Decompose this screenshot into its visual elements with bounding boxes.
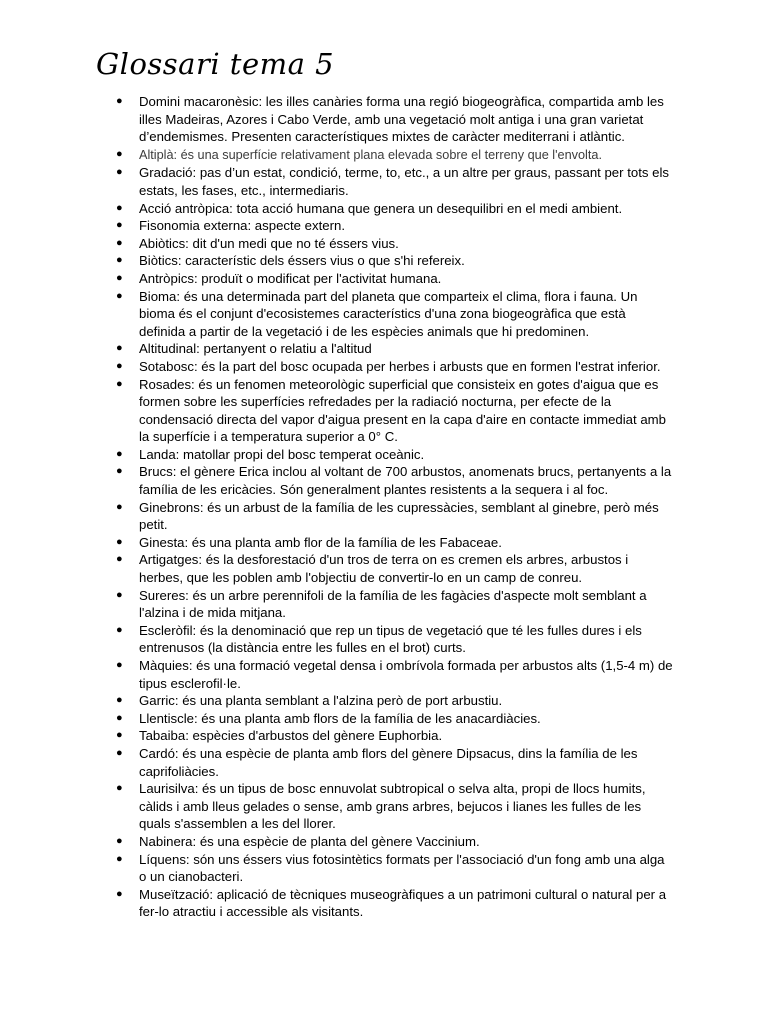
glossary-entry-text: Artigatges: és la desforestació d'un tros de terra on es cremen els arbres, arbustos i herbes, que les poblen amb l'objectiu de convertir-lo en un camp de conreu. — [139, 552, 629, 586]
glossary-entry-text: Màquies: és una formació vegetal densa i ombrívola formada per arbustos alts (1,5-4 m) de tipus esclerofil·le. — [139, 658, 673, 691]
glossary-entry-text: Museïtzació: aplicació de tècniques museogràfiques a un patrimoni cultural o natural per a fer-lo atractiu i accessible als visitants. — [139, 886, 667, 920]
document-title: Glossari tema 5 — [96, 47, 335, 81]
glossary-entry-text: Garric: és una planta semblant a l'alzina però de port arbustiu. — [139, 693, 503, 709]
bullet-icon: ● — [116, 359, 123, 372]
glossary-entry-21 — [116, 710, 675, 728]
glossary-entry-10 — [116, 358, 675, 376]
glossary-entry-text: Tabaiba: espècies d'arbustos del gènere Euphorbia. — [139, 728, 443, 744]
glossary-entry-22 — [116, 727, 675, 745]
bullet-icon: ● — [116, 535, 123, 548]
bullet-icon: ● — [116, 782, 123, 795]
glossary-entry-text: Rosades: és un fenomen meteorològic superficial que consisteix en gotes d'aigua que es formen sobre les superfícies refredades per la radiació nocturna, per efecte de la condensació directa del vapor d'aigua present en la capa d'aire en contacte immediat amb la superfície i a temperatura superior a 0° C. — [139, 376, 666, 445]
bullet-icon: ● — [116, 271, 123, 284]
glossary-entry-text: Sotabosc: és la part del bosc ocupada per herbes i arbusts que en formen l'estrat inferior. — [139, 358, 661, 374]
glossary-entry-text: Sureres: és un arbre perennifoli de la família de les fagàcies d'aspecte molt semblant a l'alzina i de mida mitjana. — [139, 587, 647, 621]
glossary-entry-text: Llentiscle: és una planta amb flors de la família de les anacardiàcies. — [139, 710, 541, 726]
glossary-entry-12 — [116, 446, 675, 464]
glossary-entry-27 — [116, 886, 675, 921]
glossary-entry-text: Antròpics: produït o modificat per l'activitat humana. — [139, 270, 442, 286]
glossary-entry-23 — [116, 745, 675, 780]
bullet-icon: ● — [116, 166, 123, 179]
glossary-entry-text: Altiplà: és una superfície relativament plana elevada sobre el terreny que l'envolta. — [139, 147, 602, 162]
bullet-icon: ● — [116, 887, 123, 900]
bullet-icon: ● — [116, 342, 123, 355]
glossary-entry-18 — [116, 622, 675, 657]
glossary-entry-11 — [116, 376, 675, 446]
bullet-icon: ● — [116, 254, 123, 267]
bullet-icon: ● — [116, 289, 123, 302]
glossary-entry-20 — [116, 692, 675, 710]
bullet-icon: ● — [116, 746, 123, 759]
glossary-entry-13 — [116, 463, 675, 498]
glossary-entry-text: Líquens: són uns éssers vius fotosintètics formats per l'associació d'un fong amb una alga o un cianobacteri. — [139, 851, 665, 885]
bullet-icon: ● — [116, 219, 123, 232]
glossary-entry-text: Landa: matollar propi del bosc temperat oceànic. — [139, 446, 425, 462]
glossary-entry-25 — [116, 833, 675, 851]
bullet-icon: ● — [116, 465, 123, 478]
bullet-icon: ● — [116, 852, 123, 865]
bullet-icon: ● — [116, 236, 123, 249]
glossary-entry-19 — [116, 657, 675, 692]
glossary-entry-2 — [116, 164, 675, 199]
bullet-icon: ● — [116, 834, 123, 847]
glossary-entry-8 — [116, 288, 675, 341]
glossary-entry-15 — [116, 534, 675, 552]
bullet-icon: ● — [116, 447, 123, 460]
glossary-entry-text: Laurisilva: és un tipus de bosc ennuvolat subtropical o selva alta, propi de llocs humits, càlids i amb lleus gelades o sense, amb grans arbres, bejucos i lianes les fulles de les quals s'assemblen a les del llorer. — [139, 781, 646, 832]
glossary-entry-24 — [116, 780, 675, 833]
bullet-icon: ● — [116, 553, 123, 566]
glossary-entry-text: Biòtics: característic dels éssers vius o que s'hi refereix. — [139, 253, 465, 269]
glossary-entry-6 — [116, 252, 675, 270]
glossary-entry-text: Domini macaronèsic: les illes canàries forma una regió biogeogràfica, compartida amb les illes Madeiras, Azores i Cabo Verde, amb una vegetació molt antiga i una gran varietat d’endemismes. Presenten característiques mixtes de caràcter mediterrani i atlàntic. — [139, 94, 664, 145]
glossary-entry-text: Brucs: el gènere Erica inclou al voltant de 700 arbustos, anomenats brucs, pertanyents a la família de les ericàcies. Són generalment plantes resistents a la sequera i al foc. — [139, 464, 672, 498]
glossary-entry-0 — [116, 93, 675, 146]
bullet-icon: ● — [116, 201, 123, 214]
bullet-icon: ● — [116, 147, 123, 160]
bullet-icon: ● — [116, 500, 123, 513]
bullet-icon: ● — [116, 588, 123, 601]
glossary-entry-text: Ginebrons: és un arbust de la família de les cupressàcies, semblant al ginebre, però més petit. — [139, 499, 659, 533]
glossary-entry-17 — [116, 587, 675, 622]
glossary-entry-text: Fisonomia externa: aspecte extern. — [139, 218, 345, 234]
glossary-entry-1 — [116, 146, 675, 165]
glossary-entry-5 — [116, 235, 675, 253]
bullet-icon: ● — [116, 95, 123, 107]
glossary-entry-4 — [116, 217, 675, 235]
glossary-entry-text: Altitudinal: pertanyent o relatiu a l'altitud — [139, 341, 372, 357]
glossary-list — [116, 93, 675, 921]
glossary-entry-14 — [116, 499, 675, 534]
bullet-icon: ● — [116, 711, 123, 724]
bullet-icon: ● — [116, 694, 123, 707]
glossary-entry-text: Gradació: pas d’un estat, condició, terme, to, etc., a un altre per graus, passant per tots els estats, les fases, etc., intermediaris. — [139, 165, 669, 198]
glossary-entry-3 — [116, 200, 675, 218]
bullet-icon: ● — [116, 623, 123, 636]
bullet-icon: ● — [116, 377, 123, 390]
bullet-icon: ● — [116, 659, 123, 671]
glossary-entry-text: Nabinera: és una espècie de planta del gènere Vaccinium. — [139, 833, 480, 849]
glossary-entry-text: Abiòtics: dit d'un medi que no té éssers vius. — [139, 235, 399, 251]
glossary-entry-text: Cardó: és una espècie de planta amb flors del gènere Dipsacus, dins la família de les caprifoliàcies. — [139, 745, 638, 779]
bullet-icon: ● — [116, 729, 123, 742]
glossary-entry-text: Acció antròpica: tota acció humana que genera un desequilibri en el medi ambient. — [139, 200, 623, 216]
glossary-entry-text: Bioma: és una determinada part del planeta que comparteix el clima, flora i fauna. Un bioma és el conjunt d'ecosistemes característics d'una zona biogeogràfica que està definida a partir de la vegetació i de les espècies animals que hi predominen. — [139, 288, 638, 339]
glossary-entry-text: Escleròfil: és la denominació que rep un tipus de vegetació que té les fulles dures i els entrenusos (la distància entre les fulles en el brot) curts. — [139, 622, 642, 656]
glossary-entry-16 — [116, 551, 675, 586]
glossary-entry-26 — [116, 851, 675, 886]
glossary-entry-7 — [116, 270, 675, 288]
glossary-entry-text: Ginesta: és una planta amb flor de la família de les Fabaceae. — [139, 534, 502, 550]
glossary-entry-9 — [116, 340, 675, 358]
